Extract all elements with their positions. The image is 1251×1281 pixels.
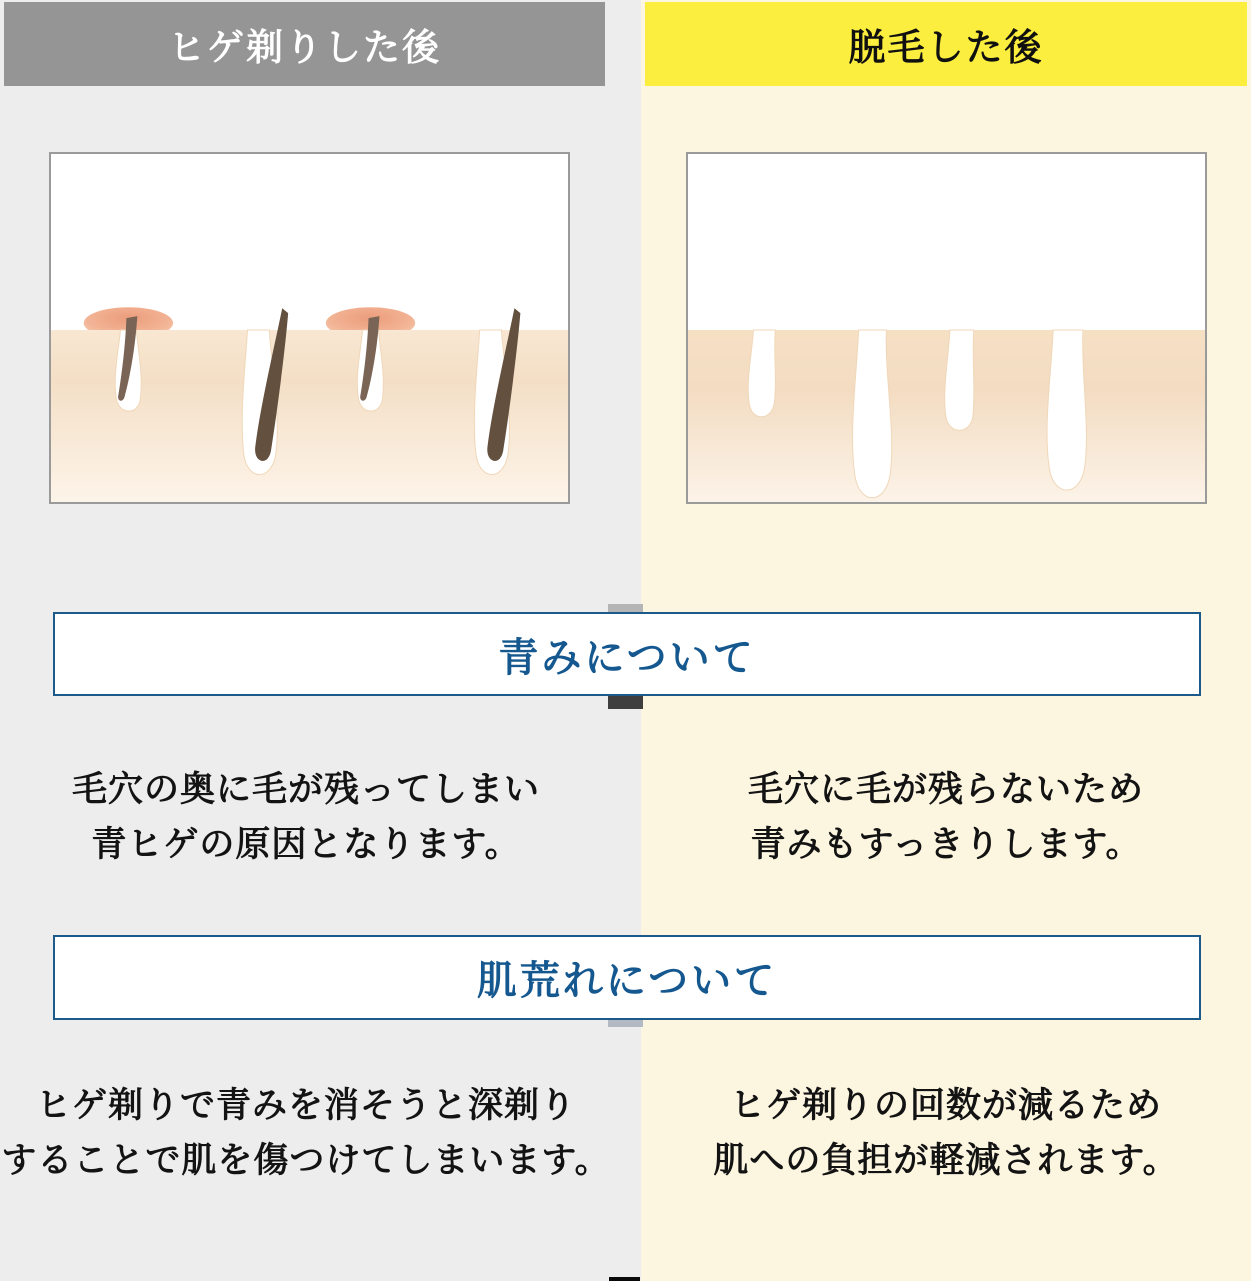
blueness-banner-label: 青みについて (498, 635, 756, 680)
irritation-banner-label: 肌荒れについて (476, 959, 778, 1003)
right-column-header (645, 2, 1247, 86)
depilated-skin-illustration (686, 152, 1207, 504)
irritation-text-right (641, 1078, 1251, 1188)
blueness-left-line2: 青ヒゲの原因となります。 (91, 825, 521, 864)
center-divider-tab-top (608, 604, 643, 612)
shaved-skin-illustration (49, 152, 570, 504)
irritation-section-banner (53, 935, 1201, 1020)
irritation-text-left (0, 1078, 612, 1188)
blueness-left-line1: 毛穴の奥に毛が残ってしまい (71, 770, 540, 809)
blueness-right-line1: 毛穴に毛が残らないため (747, 770, 1144, 809)
blueness-right-line2: 青みもすっきりします。 (750, 825, 1142, 864)
depilated-skin-svg (688, 154, 1205, 502)
right-header-label: 脱毛した後 (848, 27, 1044, 68)
bottom-center-bar (609, 1277, 640, 1281)
irritation-right-line1: ヒゲ剃りの回数が減るため (729, 1086, 1162, 1125)
shaved-skin-svg (51, 154, 568, 502)
left-header-label: ヒゲ剃りした後 (168, 27, 441, 68)
irritation-right-line2: 肌への負担が軽減されます。 (713, 1141, 1179, 1180)
blueness-text-right (641, 762, 1251, 872)
center-divider-tab-irritation (608, 1019, 643, 1027)
left-column-header (4, 2, 605, 86)
irritation-left-line2: することで肌を傷つけてしまいます。 (1, 1141, 611, 1180)
blueness-text-left (0, 762, 612, 872)
center-divider-tab-bottom (608, 696, 643, 709)
blueness-section-banner (53, 612, 1201, 696)
irritation-left-line1: ヒゲ剃りで青みを消そうと深剃り (35, 1086, 576, 1125)
